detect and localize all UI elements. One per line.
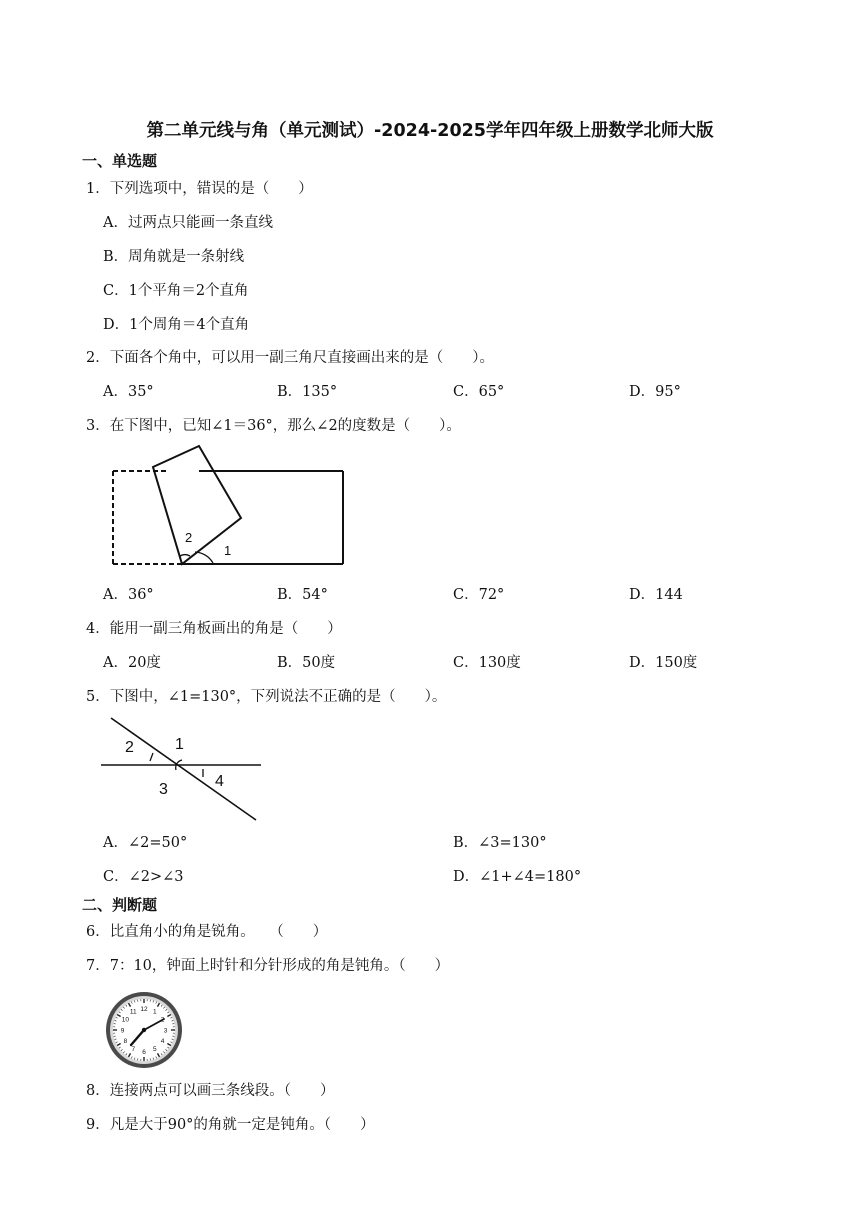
question-1-option-d[interactable]: D．1个周角＝4个直角 xyxy=(103,317,250,333)
question-5-option-b[interactable]: B．∠3=130° xyxy=(453,835,547,851)
question-4-option-b[interactable]: B．50度 xyxy=(277,655,336,671)
question-8-stem: 8．连接两点可以画三条线段。（ ） xyxy=(86,1083,335,1099)
question-5-option-d[interactable]: D．∠1+∠4=180° xyxy=(453,869,582,885)
question-5-option-c[interactable]: C．∠2>∠3 xyxy=(103,869,184,885)
clock-number: 11 xyxy=(129,1008,137,1016)
clock-number: 10 xyxy=(121,1016,129,1024)
line-angle-1-label: 1 xyxy=(175,736,184,753)
question-3-option-d[interactable]: D．144 xyxy=(629,587,683,603)
question-4-option-d[interactable]: D．150度 xyxy=(629,655,698,671)
section-heading-single-choice: 一、单选题 xyxy=(82,152,158,170)
question-5-stem: 5．下图中，∠1=130°，下列说法不正确的是（ ）。 xyxy=(86,689,447,705)
line-angle-2-label: 2 xyxy=(125,739,134,756)
question-7-stem: 7．7：10，钟面上时针和分针形成的角是钝角。（ ） xyxy=(86,958,450,974)
clock-number: 4 xyxy=(160,1038,165,1046)
question-3-stem: 3．在下图中，已知∠1＝36°，那么∠2的度数是（ ）。 xyxy=(86,418,461,434)
question-3-option-b[interactable]: B．54° xyxy=(277,587,328,603)
question-4-option-a[interactable]: A．20度 xyxy=(103,655,161,671)
question-9-stem: 9．凡是大于90°的角就一定是钝角。（ ） xyxy=(86,1117,375,1133)
angle-2-label: 2 xyxy=(185,530,193,545)
question-2-option-c[interactable]: C．65° xyxy=(453,384,505,400)
clock-number: 3 xyxy=(163,1027,168,1035)
clock-number: 5 xyxy=(152,1045,157,1053)
clock-number: 9 xyxy=(120,1027,125,1035)
question-1-option-a[interactable]: A．过两点只能画一条直线 xyxy=(103,215,273,231)
page-title: 第二单元线与角（单元测试）-2024-2025学年四年级上册数学北师大版 xyxy=(146,121,714,141)
question-3-option-c[interactable]: C．72° xyxy=(453,587,505,603)
question-3-option-a[interactable]: A．36° xyxy=(103,587,154,603)
clock-icon xyxy=(102,990,186,1072)
question-3-figure xyxy=(105,444,350,569)
clock-number: 7 xyxy=(131,1045,136,1053)
question-1-option-c[interactable]: C．1个平角＝2个直角 xyxy=(103,283,249,299)
angle-1-label: 1 xyxy=(224,543,232,558)
question-2-option-b[interactable]: B．135° xyxy=(277,384,338,400)
question-6-stem: 6．比直角小的角是锐角。 （ ） xyxy=(86,924,328,940)
line-angle-4-label: 4 xyxy=(215,773,224,790)
section-heading-true-false: 二、判断题 xyxy=(82,896,158,914)
clock-number: 8 xyxy=(123,1038,128,1046)
clock-number: 1 xyxy=(152,1008,157,1016)
clock-number: 12 xyxy=(140,1005,148,1013)
question-2-stem: 2．下面各个角中，可以用一副三角尺直接画出来的是（ ）。 xyxy=(86,350,494,366)
question-2-option-d[interactable]: D．95° xyxy=(629,384,681,400)
question-2-option-a[interactable]: A．35° xyxy=(103,384,154,400)
question-4-stem: 4．能用一副三角板画出的角是（ ） xyxy=(86,621,342,637)
question-1-option-b[interactable]: B．周角就是一条射线 xyxy=(103,249,245,265)
question-1-stem: 1．下列选项中，错误的是（ ） xyxy=(86,181,313,197)
question-5-option-a[interactable]: A．∠2=50° xyxy=(103,835,188,851)
question-5-figure xyxy=(98,714,264,824)
question-4-option-c[interactable]: C．130度 xyxy=(453,655,521,671)
line-angle-3-label: 3 xyxy=(159,781,168,798)
clock-number: 6 xyxy=(142,1048,146,1056)
